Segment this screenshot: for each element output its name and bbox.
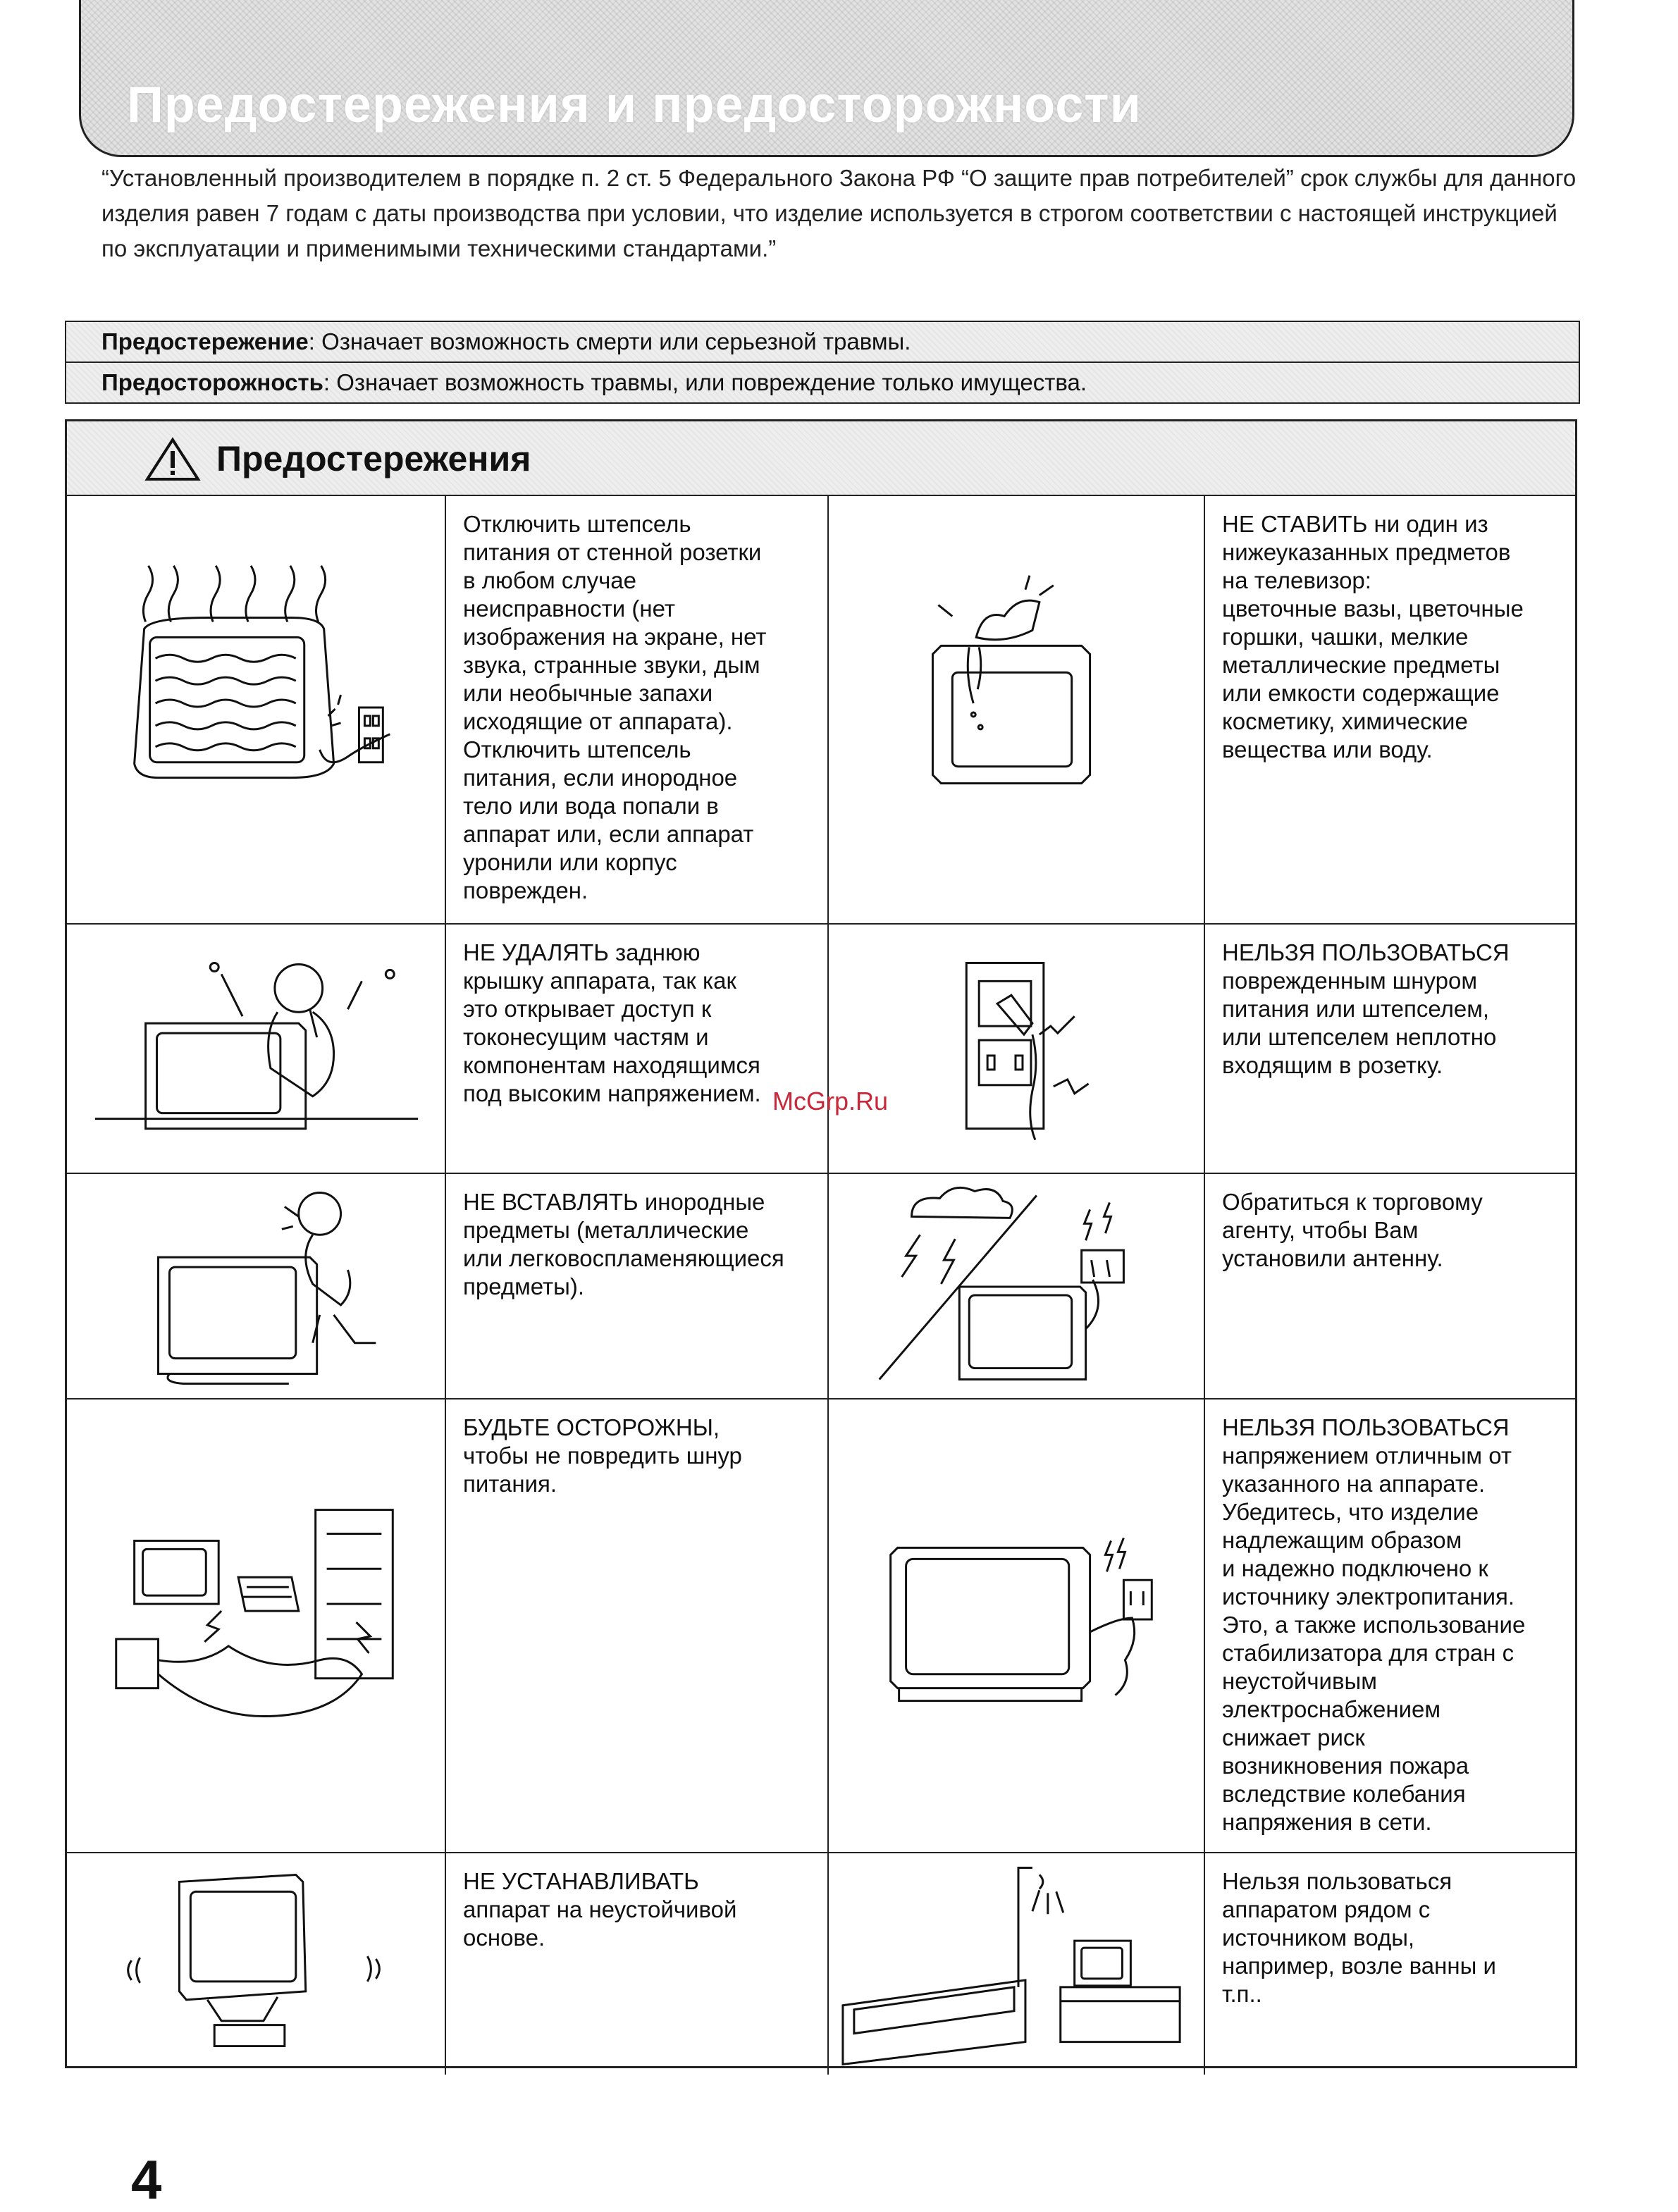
definition-caution <box>66 362 1579 402</box>
warning-text: НЕЛЬЗЯ ПОЛЬЗОВАТЬСЯ поврежденным шнуром питания или штепселем, или штепселем неплотно входящим в розетку. <box>1222 939 1510 1078</box>
warnings-title: Предостережения <box>216 439 531 478</box>
bathtub-tv-icon <box>829 1853 1205 2075</box>
warnings-header <box>67 421 1575 496</box>
warning-row <box>67 1853 1575 2075</box>
definitions-box <box>65 321 1580 404</box>
unstable-stand-icon <box>67 1853 446 2075</box>
warning-text: Нельзя пользоваться аппаратом рядом с источником воды, например, возле ванны и т.п.. <box>1222 1868 1496 2007</box>
warning-text: Обратиться к торговому агенту, чтобы Вам установили антенну. <box>1222 1189 1483 1271</box>
definition-text: : Означает возможность смерти или серьезной травмы. <box>308 328 911 354</box>
pinched-cord-icon <box>67 1400 446 1852</box>
definition-term: Предостережение <box>101 328 309 354</box>
warning-text: Отключить штепсель питания от стенной розетки в любом случае неисправности (нет изображения на экране, нет звука, странные звуки, дым или необычные запахи исходящие от аппарата). Отключить штепсель питания, если инородное тело или вода попали в аппарат или, если аппарат уронили или корпус поврежден. <box>446 496 829 923</box>
page-number: 4 <box>131 2149 162 2211</box>
page-title: Предостережения и предосторожности <box>127 77 1142 133</box>
damaged-plug-socket-icon <box>829 925 1205 1173</box>
smoking-tv-unplug-icon <box>67 496 446 923</box>
warning-row <box>67 1400 1575 1853</box>
child-inserting-objects-icon <box>67 1174 446 1398</box>
warnings-table <box>65 419 1577 2068</box>
warning-text: НЕЛЬЗЯ ПОЛЬЗОВАТЬСЯ напряжением отличным от указанного на аппарате. Убедитесь, что изделие надлежащим образом и надежно подключено к источнику электропитания. Это, а также использование стабилизатора для стран с неустойчивым электроснабжением снижает риск возникновения пожара вследствие колебания напряжения в сети. <box>1222 1414 1526 1835</box>
warning-text: НЕ УДАЛЯТЬ заднюю крышку аппарата, так как это открывает доступ к токонесущим частям и компонентам находящимся под высоким напряжением. <box>446 925 829 1173</box>
man-opening-tv-icon <box>67 925 446 1173</box>
warning-row <box>67 925 1575 1174</box>
watermark: McGrp.Ru <box>772 1087 889 1116</box>
warning-text: НЕ УСТАНАВЛИВАТЬ аппарат на неустойчивой основе. <box>446 1853 829 2075</box>
voltage-tv-icon <box>829 1400 1205 1852</box>
warning-text: НЕ ВСТАВЛЯТЬ инородные предметы (металлические или легковоспламеняющиеся предметы). <box>446 1174 829 1398</box>
warning-row <box>67 1174 1575 1400</box>
warning-triangle-icon <box>144 437 201 482</box>
definition-text: : Означает возможность травмы, или повреждение только имущества. <box>323 369 1087 395</box>
lightning-antenna-icon <box>829 1174 1205 1398</box>
intro-paragraph: “Установленный производителем в порядке п. 2 ст. 5 Федерального Закона РФ “О защите прав потребителей” срок службы для данного изделия равен 7 годам с даты производства при условии, что изделие используется в строгом соответствии с настоящей инструкцией по эксплуатации и применимыми техническими стандартами.” <box>101 165 1577 261</box>
warning-text: БУДЬТЕ ОСТОРОЖНЫ, чтобы не повредить шнур питания. <box>446 1400 829 1852</box>
warning-row <box>67 496 1575 925</box>
warning-text: НЕ СТАВИТЬ ни один из нижеуказанных предметов на телевизор: цветочные вазы, цветочные горшки, чашки, мелкие металлические предметы или емкости содержащие косметику, химические вещества или воду. <box>1222 511 1524 762</box>
definition-term: Предосторожность <box>101 369 323 395</box>
definition-warning <box>66 322 1579 362</box>
spilled-vase-tv-icon <box>829 496 1205 923</box>
